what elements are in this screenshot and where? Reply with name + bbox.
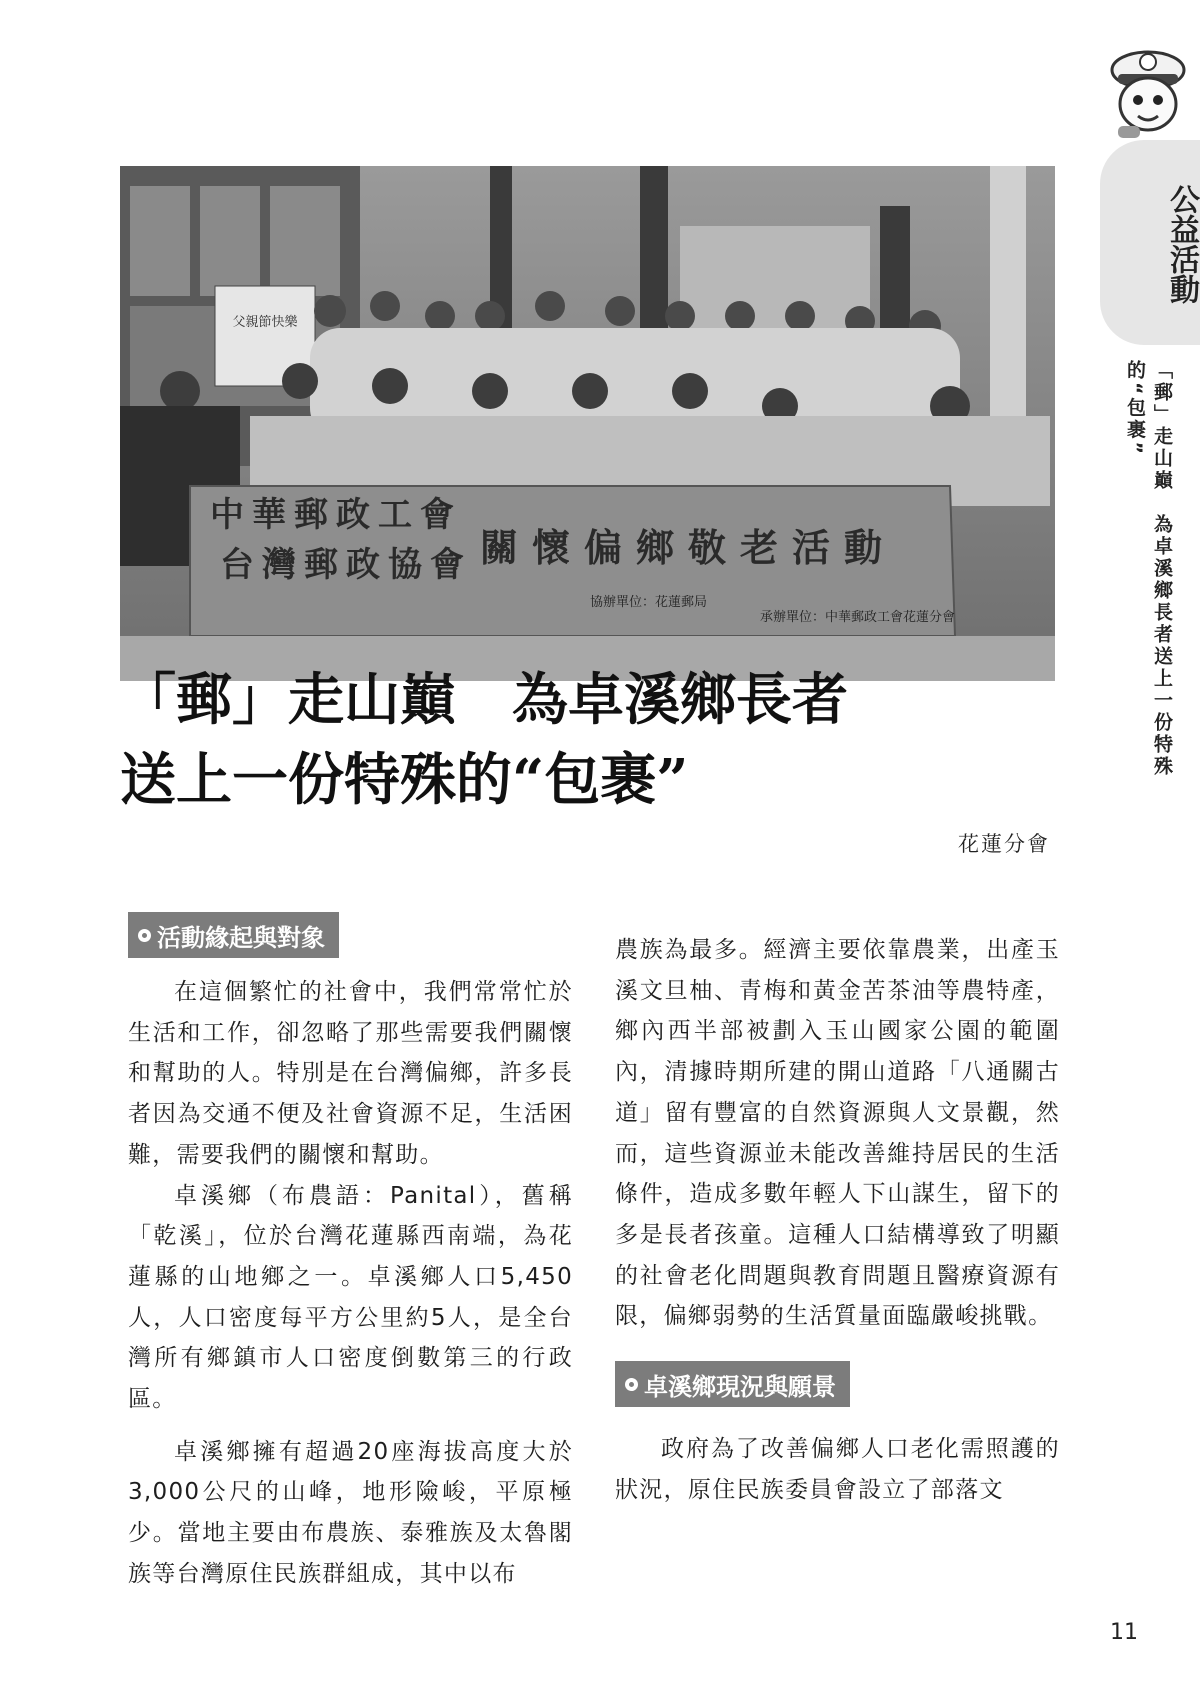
banner-line2: 台灣郵政協會 bbox=[220, 545, 472, 585]
bullet-ring-icon bbox=[625, 1378, 638, 1391]
article-title bbox=[120, 660, 1080, 820]
section-tab bbox=[1100, 140, 1200, 345]
left-column bbox=[128, 912, 573, 1595]
event-photo bbox=[120, 166, 1055, 681]
paragraph: 政府為了改善偏鄉人口老化需照護的狀況，原住民族委員會設立了部落文 bbox=[615, 1436, 1060, 1503]
mascot-illustration bbox=[1098, 40, 1198, 140]
section-tab-label: 公益活動 bbox=[1164, 184, 1199, 304]
bullet-ring-icon bbox=[138, 929, 151, 942]
paragraph-continuation: 農族為最多。經濟主要依靠農業，出產玉溪文旦柚、青梅和黃金苦茶油等農特產，鄉內西半部被劃入玉山國家公園的範圍內，清據時期所建的開山道路「八通關古道」留有豐富的自然資源與人文景觀，然而，這些資源並未能改善維持居民的生活條件，造成多數年輕人下山謀生，留下的多是長者孩童。這種人口結構導致了明顯的社會老化問題與教育問題且醫療資源有限，偏鄉弱勢的生活質量面臨嚴峻挑戰。 bbox=[615, 937, 1060, 1330]
page-number: 11 bbox=[1110, 1620, 1138, 1645]
banner-co-organizer: 協辦單位：花蓮郵局 bbox=[590, 595, 708, 610]
photo-poster-text: 父親節快樂 bbox=[232, 315, 298, 330]
banner-organizer: 承辦單位：中華郵政工會花蓮分會 bbox=[760, 610, 956, 625]
section-heading bbox=[128, 912, 339, 958]
article-byline: 花蓮分會 bbox=[958, 832, 1050, 856]
paragraph: 卓溪鄉（布農語：Panital），舊稱「乾溪」，位於台灣花蓮縣西南端，為花蓮縣的山地鄉之一。卓溪鄉人口5,450人，人口密度每平方公里約5人，是全台灣所有鄉鎮市人口密度倒數第三的行政區。 bbox=[128, 1182, 573, 1413]
section-heading bbox=[615, 1361, 850, 1407]
article-title-line1: 「郵」走山巔 為卓溪鄉長者 bbox=[120, 667, 848, 733]
running-title: 「郵」走山巔 為卓溪鄉長者送上一份特殊的“包裹” bbox=[1124, 360, 1173, 778]
banner-main: 關懷偏鄉敬老活動 bbox=[480, 525, 897, 570]
banner-line1: 中華郵政工會 bbox=[210, 495, 462, 535]
right-column bbox=[615, 930, 1060, 1510]
section-heading-text: 活動緣起與對象 bbox=[157, 923, 325, 952]
section-heading-text: 卓溪鄉現況與願景 bbox=[644, 1372, 836, 1401]
paragraph: 在這個繁忙的社會中，我們常常忙於生活和工作，卻忽略了那些需要我們關懷和幫助的人。特別是在台灣偏鄉，許多長者因為交通不便及社會資源不足，生活困難，需要我們的關懷和幫助。 bbox=[128, 979, 573, 1168]
paragraph: 卓溪鄉擁有超過20座海拔高度大於3,000公尺的山峰，地形險峻，平原極少。當地主要由布農族、泰雅族及太魯閣族等台灣原住民族群組成，其中以布 bbox=[128, 1438, 573, 1587]
article-title-line2: 送上一份特殊的“包裹” bbox=[120, 747, 689, 813]
